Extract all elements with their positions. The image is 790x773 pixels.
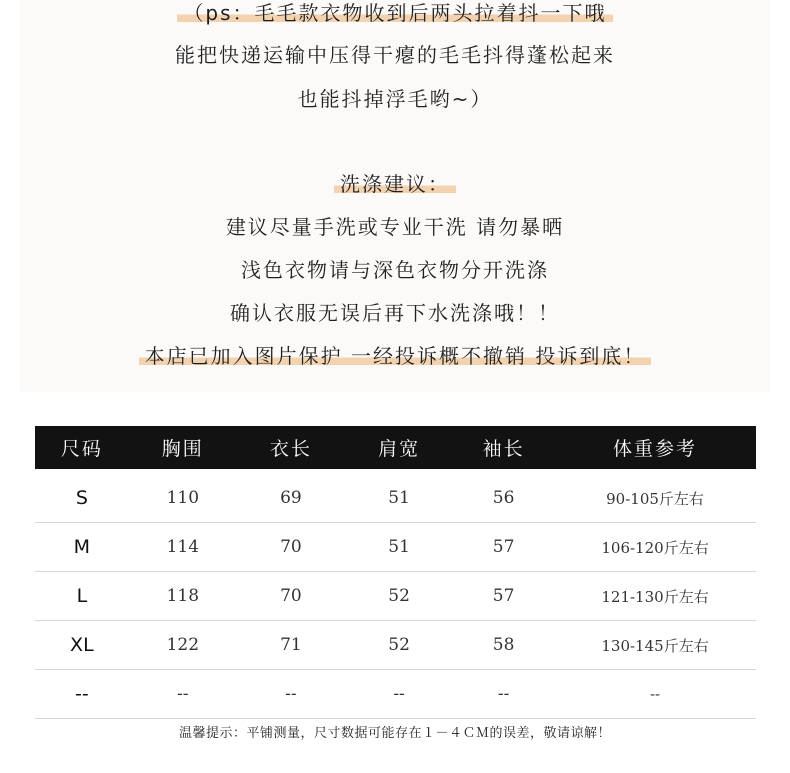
table-row <box>35 670 756 719</box>
washing-heading <box>0 171 790 197</box>
cell-weight: 121-130斤左右 <box>554 572 756 621</box>
cell-shoulder: 51 <box>345 469 453 523</box>
cell-size: M <box>35 523 129 572</box>
cell-length: 70 <box>237 523 345 572</box>
cell-size: L <box>35 572 129 621</box>
cell-sleeve: 57 <box>453 572 554 621</box>
table-row <box>35 469 756 523</box>
col-shoulder: 肩宽 <box>345 426 453 469</box>
washing-line-1: 建议尽量手洗或专业干洗 请勿暴晒 <box>225 215 565 239</box>
cell-chest: 110 <box>129 469 237 523</box>
intro-line-1-text: （ps：毛毛款衣物收到后两头拉着抖一下哦 <box>177 0 612 26</box>
washing-line-3: 确认衣服无误后再下水洗涤哦！！ <box>230 301 560 325</box>
protection-notice <box>0 343 790 369</box>
cell-chest: 114 <box>129 523 237 572</box>
cell-length: 70 <box>237 572 345 621</box>
cell-weight: 130-145斤左右 <box>554 621 756 670</box>
size-table <box>35 426 756 719</box>
cell-size: XL <box>35 621 129 670</box>
col-chest: 胸围 <box>129 426 237 469</box>
cell-weight: 106-120斤左右 <box>554 523 756 572</box>
cell-size: S <box>35 469 129 523</box>
cell-shoulder: 52 <box>345 621 453 670</box>
cell-sleeve: 58 <box>453 621 554 670</box>
size-table-header <box>35 426 756 469</box>
cell-sleeve: 57 <box>453 523 554 572</box>
cell-chest: 122 <box>129 621 237 670</box>
cell-sleeve: 56 <box>453 469 554 523</box>
intro-line-3: 也能抖掉浮毛哟~） <box>297 87 493 111</box>
protection-notice-text: 本店已加入图片保护 一经投诉概不撤销 投诉到底！ <box>139 343 652 369</box>
table-row <box>35 621 756 670</box>
col-length: 衣长 <box>237 426 345 469</box>
intro-line-1 <box>0 0 790 26</box>
cell-length: -- <box>237 670 345 719</box>
cell-shoulder: 51 <box>345 523 453 572</box>
washing-heading-text: 洗涤建议： <box>334 171 456 197</box>
col-weight: 体重参考 <box>554 426 756 469</box>
table-row <box>35 523 756 572</box>
col-size: 尺码 <box>35 426 129 469</box>
table-row <box>35 572 756 621</box>
cell-chest: -- <box>129 670 237 719</box>
cell-size: -- <box>35 670 129 719</box>
cell-chest: 118 <box>129 572 237 621</box>
cell-weight: 90-105斤左右 <box>554 469 756 523</box>
cell-length: 71 <box>237 621 345 670</box>
col-sleeve: 袖长 <box>453 426 554 469</box>
cell-shoulder: -- <box>345 670 453 719</box>
measurement-footnote: 温馨提示：平铺测量，尺寸数据可能存在１－４ＣＭ的误差，敬请谅解！ <box>178 726 611 741</box>
cell-shoulder: 52 <box>345 572 453 621</box>
cell-weight: -- <box>554 670 756 719</box>
cell-sleeve: -- <box>453 670 554 719</box>
washing-line-2: 浅色衣物请与深色衣物分开洗涤 <box>241 258 549 282</box>
intro-line-2: 能把快递运输中压得干瘪的毛毛抖得蓬松起来 <box>175 43 615 67</box>
cell-length: 69 <box>237 469 345 523</box>
